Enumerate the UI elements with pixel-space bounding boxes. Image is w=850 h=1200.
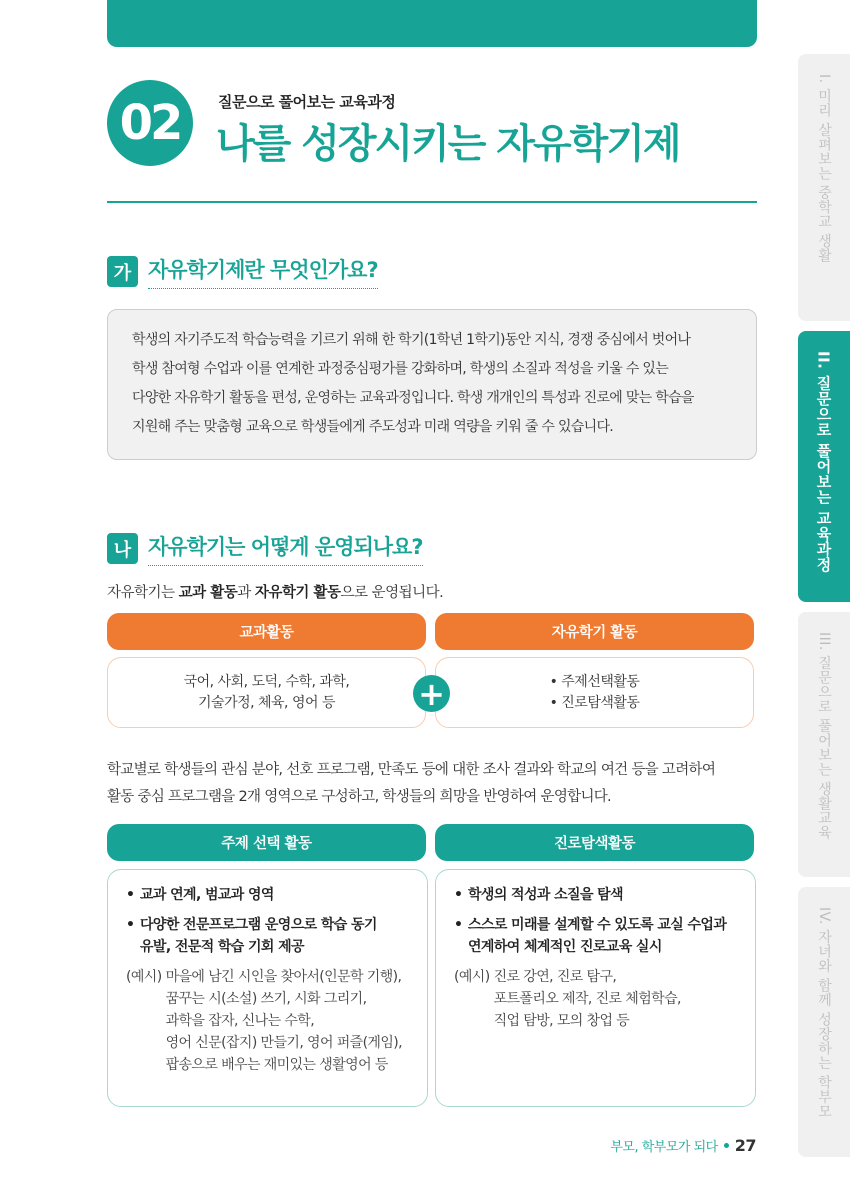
subject-line: 기술가정, 체육, 영어 등 [198,694,335,711]
plus-symbol: + [418,674,445,713]
subject-activity-card [107,657,426,728]
example-line: 꿈꾸는 시(소설) 쓰기, 시화 그리기, [165,991,367,1007]
example-line: 포트폴리오 제작, 진로 체험학습, [493,991,681,1007]
career-bullet [454,914,745,958]
intro-bold-subject: 교과 활동 [178,585,238,601]
theme-selection-header [107,824,426,861]
bullet-line: • 다양한 전문프로그램 운영으로 학습 동기 [140,917,377,933]
plus-icon [413,675,450,712]
example-list [494,966,681,1032]
bullet-line: • 학생의 적성과 소질을 탐색 [468,887,623,903]
subject-activity-header [107,613,426,650]
example-line: 직업 탐방, 모의 창업 등 [493,1013,630,1029]
bullet-line: • 교과 연계, 범교과 영역 [140,887,274,903]
paragraph-line: 활동 중심 프로그램을 2개 영역으로 구성하고, 학생들의 희망을 반영하여 운영합니다. [107,789,611,805]
free-semester-activity-card [435,657,754,728]
intro-bold-free: 자유학기 활동 [254,585,341,601]
intro-text: 으로 운영됩니다. [340,585,444,601]
example-line: 진로 강연, 진로 탐구, [493,969,617,985]
activity-item: • 진로탐색활동 [549,694,640,711]
side-tab-chapter-3[interactable] [798,612,850,877]
footer-text: 부모, 학부모가 되다 [610,1140,718,1155]
side-tab-chapter-4[interactable] [798,887,850,1157]
operation-intro [107,581,443,602]
paragraph-line: 학교별로 학생들의 관심 분야, 선호 프로그램, 만족도 등에 대한 조사 결과와 학교의 여건 등을 고려하여 [107,762,716,778]
free-semester-activity-header [435,613,754,650]
definition-box [107,309,757,460]
career-exploration-card [435,869,756,1107]
example-label: (예시) [454,969,490,985]
section-b-heading [107,531,423,566]
definition-line: 학생의 자기주도적 학습능력을 기르기 위해 한 학기(1학년 1학기)동안 지식, 경쟁 중심에서 벗어나 [132,332,691,348]
theme-examples [126,966,417,1076]
theme-bullet [126,914,417,958]
example-line: 마을에 남긴 시인을 찾아서(인문학 기행), [165,969,402,985]
example-label: (예시) [126,969,162,985]
definition-line: 학생 참여형 수업과 이를 연계한 과정중심평가를 강화하며, 학생의 소질과 적성을 키울 수 있는 [132,361,669,377]
definition-line: 다양한 자유학기 활동을 편성, 운영하는 교육과정입니다. 학생 개개인의 특성과 진로에 맞는 학습을 [132,390,694,406]
section-b-title: 자유학기는 어떻게 운영되나요? [148,531,423,566]
bullet-line: 연계하여 체계적인 진로교육 실시 [468,939,662,955]
side-tab-label: II. 질문으로 풀어보는 교육과정 [814,351,833,573]
intro-text: 과 [237,585,255,601]
free-semester-activity-header-label: 자유학기 활동 [551,625,638,641]
section-a-title: 자유학기제란 무엇인가요? [148,254,378,289]
career-exploration-header-label: 진로탐색활동 [553,836,636,852]
side-tab-label: III. 질문으로 풀어보는 생활교육 [816,632,832,840]
career-bullet [454,884,745,906]
career-exploration-header [435,824,754,861]
chapter-title: 나를 성장시키는 자유학기제 [216,121,680,167]
example-line: 영어 신문(잡지) 만들기, 영어 퍼즐(게임), [165,1035,402,1051]
title-divider [107,201,757,203]
operation-paragraph [107,757,757,811]
section-b-mark: 나 [107,533,138,564]
chapter-number: 02 [119,95,181,151]
career-examples [454,966,745,1032]
theme-selection-card [107,869,428,1107]
side-tab-label: I. 미리 살펴보는 중학교 생활 [816,74,832,263]
example-list [166,966,402,1076]
section-a-heading [107,254,378,289]
theme-bullet [126,884,417,906]
subject-line: 국어, 사회, 도덕, 수학, 과학, [183,673,350,690]
bullet-line: • 스스로 미래를 설계할 수 있도록 교실 수업과 [468,917,727,933]
side-tab-chapter-2[interactable] [798,331,850,602]
example-line: 과학을 잡자, 신나는 수학, [165,1013,315,1029]
section-a-mark: 가 [107,256,138,287]
footer-dot [724,1143,729,1148]
top-bar [107,0,757,47]
intro-text: 자유학기는 [107,585,179,601]
page-number: 27 [734,1136,756,1155]
definition-line: 지원해 주는 맞춤형 교육으로 학생들에게 주도성과 미래 역량을 키워 줄 수 있습니다. [132,419,614,435]
activity-item: • 주제선택활동 [549,673,640,690]
subject-activity-header-label: 교과활동 [239,625,294,641]
side-tab-label: IV. 자녀와 함께 성장하는 학부모 [816,907,832,1119]
chapter-number-badge [107,80,193,166]
page-footer [610,1136,756,1155]
theme-bullets [126,884,417,958]
side-tab-chapter-1[interactable] [798,54,850,321]
example-line: 팝송으로 배우는 재미있는 생활영어 등 [165,1057,388,1073]
bullet-line: 유발, 전문적 학습 기회 제공 [140,939,304,955]
chapter-subtitle: 질문으로 풀어보는 교육과정 [218,93,396,111]
career-bullets [454,884,745,958]
theme-selection-header-label: 주제 선택 활동 [221,836,312,852]
